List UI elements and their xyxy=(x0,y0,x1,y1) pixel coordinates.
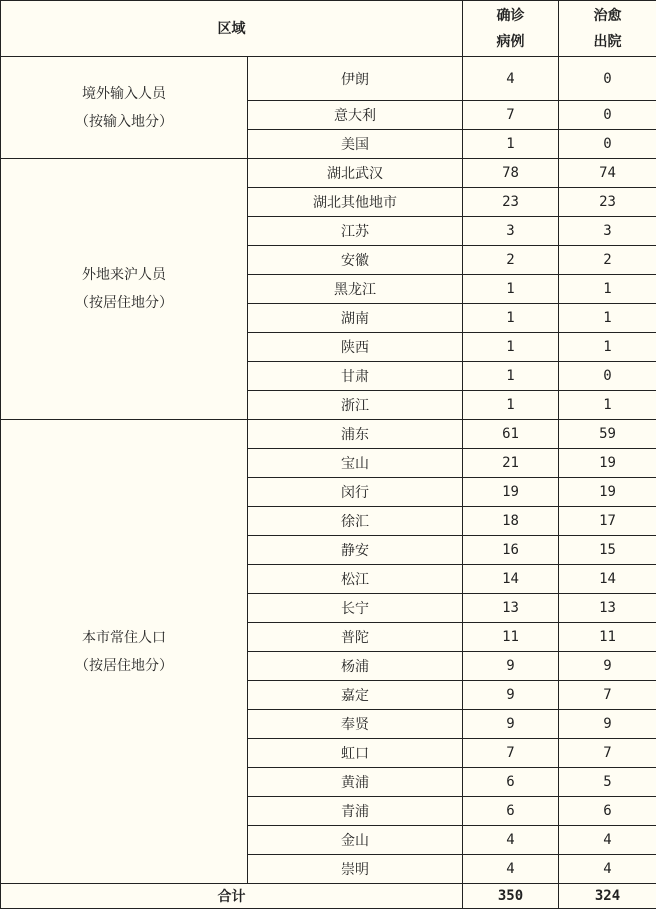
recovered-cell: 11 xyxy=(559,623,656,652)
confirmed-cell: 3 xyxy=(463,217,559,246)
recovered-cell: 0 xyxy=(559,130,656,159)
recovered-cell: 5 xyxy=(559,768,656,797)
region-cell: 湖北武汉 xyxy=(248,159,463,188)
region-cell: 杨浦 xyxy=(248,652,463,681)
region-cell: 嘉定 xyxy=(248,681,463,710)
region-cell: 湖南 xyxy=(248,304,463,333)
region-cell: 宝山 xyxy=(248,449,463,478)
recovered-cell: 7 xyxy=(559,681,656,710)
region-cell: 黑龙江 xyxy=(248,275,463,304)
confirmed-cell: 7 xyxy=(463,739,559,768)
group-subtitle: （按居住地分） xyxy=(75,658,173,674)
confirmed-cell: 2 xyxy=(463,246,559,275)
recovered-cell: 9 xyxy=(559,710,656,739)
region-cell: 美国 xyxy=(248,130,463,159)
confirmed-cell: 6 xyxy=(463,768,559,797)
region-cell: 青浦 xyxy=(248,797,463,826)
group-label xyxy=(1,159,248,420)
region-cell: 安徽 xyxy=(248,246,463,275)
total-recovered: 324 xyxy=(559,884,656,909)
region-cell: 崇明 xyxy=(248,855,463,884)
confirmed-cell: 78 xyxy=(463,159,559,188)
group-title: 外地来沪人员 xyxy=(82,267,166,283)
confirmed-cell: 18 xyxy=(463,507,559,536)
recovered-cell: 4 xyxy=(559,855,656,884)
table-row xyxy=(1,159,656,188)
confirmed-cell: 7 xyxy=(463,101,559,130)
recovered-cell: 0 xyxy=(559,101,656,130)
header-confirmed-line1: 确诊 xyxy=(497,8,525,24)
confirmed-cell: 11 xyxy=(463,623,559,652)
region-cell: 松江 xyxy=(248,565,463,594)
confirmed-cell: 9 xyxy=(463,710,559,739)
region-cell: 甘肃 xyxy=(248,362,463,391)
table-row xyxy=(1,57,656,101)
confirmed-cell: 1 xyxy=(463,391,559,420)
recovered-cell: 1 xyxy=(559,391,656,420)
confirmed-cell: 4 xyxy=(463,826,559,855)
group-title: 本市常住人口 xyxy=(82,630,166,646)
group-subtitle: （按输入地分） xyxy=(75,114,173,130)
confirmed-cell: 61 xyxy=(463,420,559,449)
header-row xyxy=(1,1,656,57)
confirmed-cell: 14 xyxy=(463,565,559,594)
total-row xyxy=(1,884,656,909)
recovered-cell: 74 xyxy=(559,159,656,188)
recovered-cell: 0 xyxy=(559,362,656,391)
region-cell: 浙江 xyxy=(248,391,463,420)
confirmed-cell: 19 xyxy=(463,478,559,507)
region-cell: 陕西 xyxy=(248,333,463,362)
recovered-cell: 23 xyxy=(559,188,656,217)
header-recovered-line1: 治愈 xyxy=(594,8,622,24)
header-recovered-line2: 出院 xyxy=(594,34,622,50)
region-cell: 伊朗 xyxy=(248,57,463,101)
confirmed-cell: 6 xyxy=(463,797,559,826)
region-cell: 静安 xyxy=(248,536,463,565)
group-subtitle: （按居住地分） xyxy=(75,295,173,311)
confirmed-cell: 1 xyxy=(463,275,559,304)
region-cell: 金山 xyxy=(248,826,463,855)
region-cell: 黄浦 xyxy=(248,768,463,797)
confirmed-cell: 4 xyxy=(463,57,559,101)
confirmed-cell: 9 xyxy=(463,652,559,681)
region-cell: 意大利 xyxy=(248,101,463,130)
confirmed-cell: 1 xyxy=(463,362,559,391)
group-label xyxy=(1,420,248,884)
total-label: 合计 xyxy=(1,884,463,909)
region-cell: 奉贤 xyxy=(248,710,463,739)
confirmed-cell: 9 xyxy=(463,681,559,710)
group-title: 境外输入人员 xyxy=(82,86,166,102)
group-label xyxy=(1,57,248,159)
recovered-cell: 14 xyxy=(559,565,656,594)
recovered-cell: 9 xyxy=(559,652,656,681)
confirmed-cell: 21 xyxy=(463,449,559,478)
region-cell: 徐汇 xyxy=(248,507,463,536)
confirmed-cell: 16 xyxy=(463,536,559,565)
recovered-cell: 19 xyxy=(559,449,656,478)
header-confirmed-line2: 病例 xyxy=(497,34,525,50)
total-confirmed: 350 xyxy=(463,884,559,909)
header-recovered xyxy=(559,1,656,57)
recovered-cell: 1 xyxy=(559,304,656,333)
recovered-cell: 19 xyxy=(559,478,656,507)
table-row xyxy=(1,420,656,449)
region-cell: 闵行 xyxy=(248,478,463,507)
confirmed-cell: 13 xyxy=(463,594,559,623)
recovered-cell: 7 xyxy=(559,739,656,768)
confirmed-cell: 4 xyxy=(463,855,559,884)
region-cell: 虹口 xyxy=(248,739,463,768)
recovered-cell: 0 xyxy=(559,57,656,101)
region-cell: 湖北其他地市 xyxy=(248,188,463,217)
table-body xyxy=(1,57,656,884)
confirmed-cell: 1 xyxy=(463,130,559,159)
region-cell: 江苏 xyxy=(248,217,463,246)
recovered-cell: 6 xyxy=(559,797,656,826)
region-cell: 长宁 xyxy=(248,594,463,623)
confirmed-cell: 23 xyxy=(463,188,559,217)
confirmed-cell: 1 xyxy=(463,333,559,362)
recovered-cell: 1 xyxy=(559,333,656,362)
header-region: 区域 xyxy=(1,1,463,57)
recovered-cell: 17 xyxy=(559,507,656,536)
recovered-cell: 1 xyxy=(559,275,656,304)
region-cell: 普陀 xyxy=(248,623,463,652)
confirmed-cell: 1 xyxy=(463,304,559,333)
recovered-cell: 59 xyxy=(559,420,656,449)
recovered-cell: 4 xyxy=(559,826,656,855)
header-confirmed xyxy=(463,1,559,57)
recovered-cell: 15 xyxy=(559,536,656,565)
recovered-cell: 2 xyxy=(559,246,656,275)
recovered-cell: 13 xyxy=(559,594,656,623)
recovered-cell: 3 xyxy=(559,217,656,246)
region-cell: 浦东 xyxy=(248,420,463,449)
